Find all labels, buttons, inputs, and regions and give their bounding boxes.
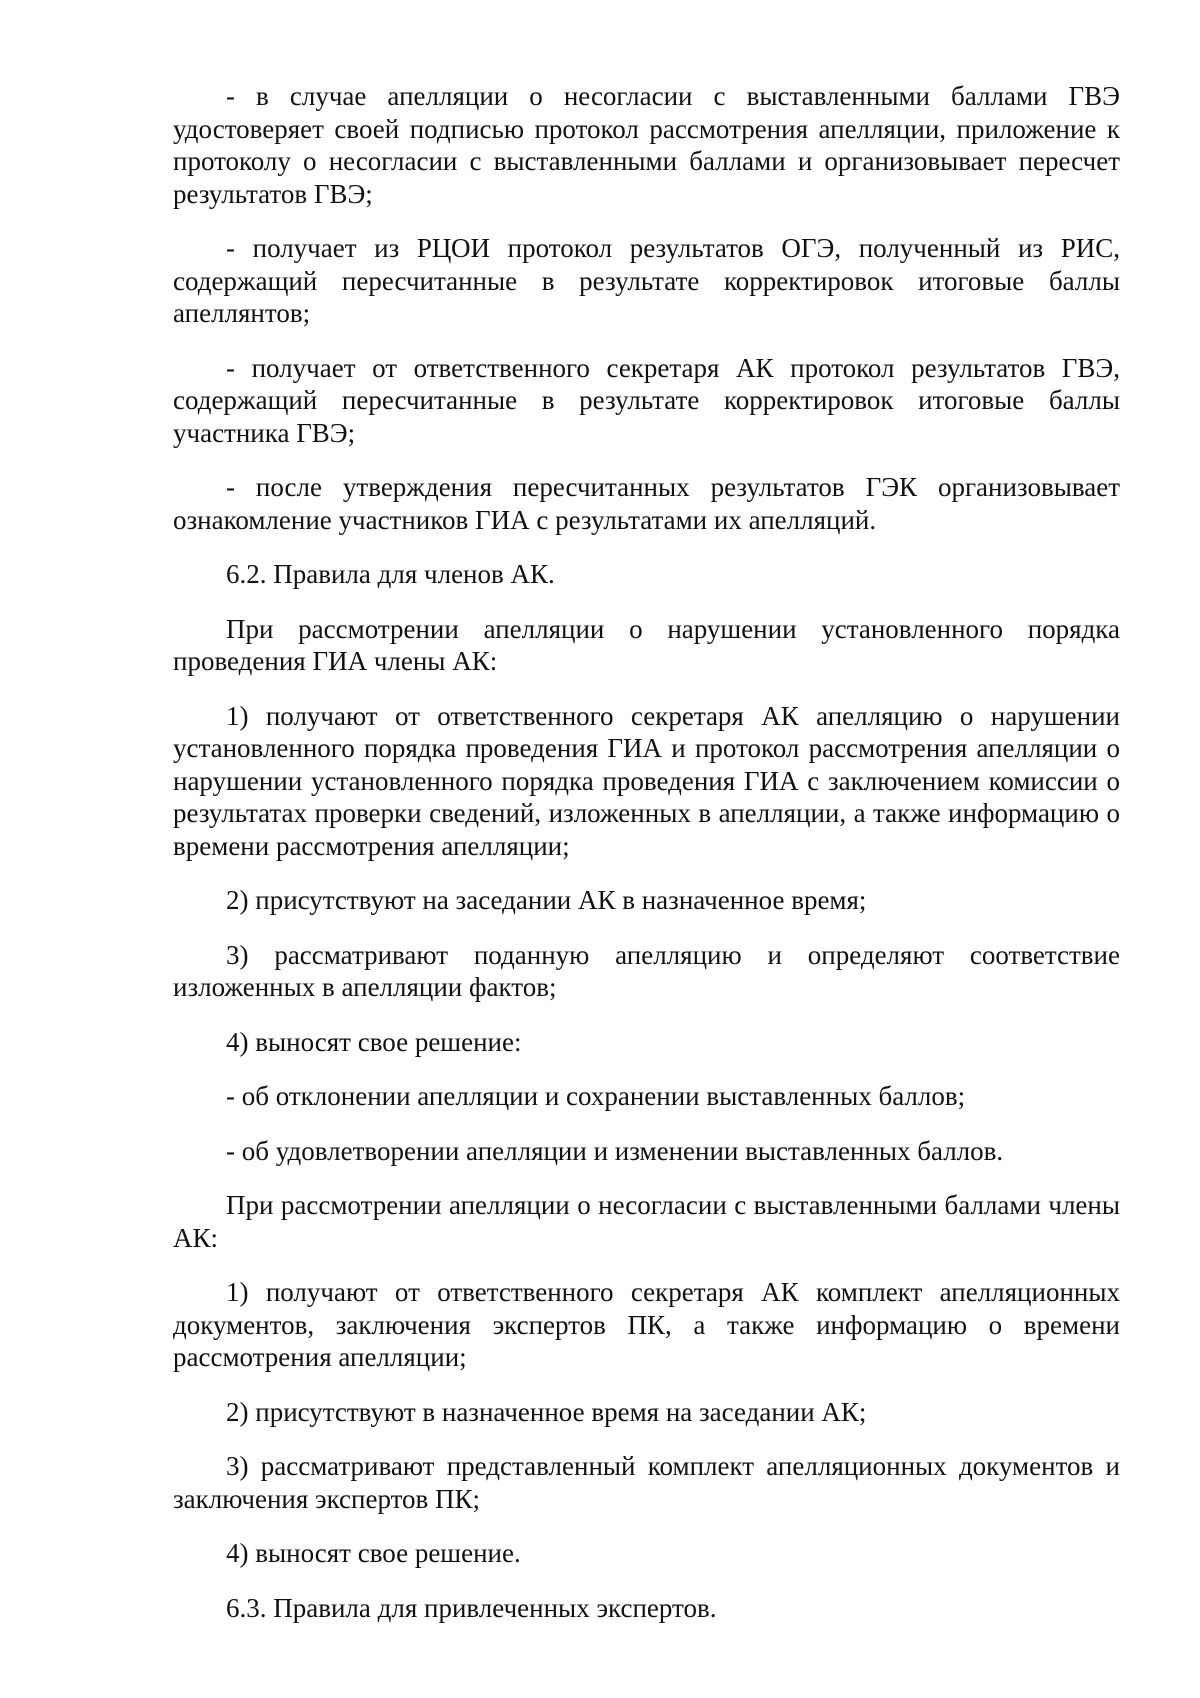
paragraph-results-familiarization: - после утверждения пересчитанных результатов ГЭК организовывает ознакомление участников ГИА с результатами их апелляций. [173, 472, 1120, 535]
paragraph-violation-appeal-intro: При рассмотрении апелляции о нарушении установленного порядка проведения ГИА члены АК: [173, 613, 1120, 676]
paragraph-oge-results-protocol: - получает из РЦОИ протокол результатов ОГЭ, полученный из РИС, содержащий пересчитанные в результате корректировок итоговые баллы апеллянтов; [173, 233, 1120, 328]
list-item-violation-1: 1) получают от ответственного секретаря АК апелляцию о нарушении установленного порядка проведения ГИА и протокол рассмотрения апелляции о нарушении установленного порядка проведения ГИА с заключением комиссии о результатах проверки сведений, изложенных в апелляции, а также информацию о времени рассмотрения апелляции; [173, 700, 1120, 861]
list-item-disagreement-2: 2) присутствуют в назначенное время на заседании АК; [226, 1396, 867, 1427]
paragraph-gve-appeal-signing: - в случае апелляции о несогласии с выставленными баллами ГВЭ удостоверяет своей подписью протокол рассмотрения апелляции, приложение к протоколу о несогласии с выставленными баллами и организовывает пересчет результатов ГВЭ; [173, 81, 1120, 209]
list-item-violation-4: 4) выносят свое решение: [226, 1026, 522, 1057]
list-item-violation-2: 2) присутствуют на заседании АК в назначенное время; [226, 885, 867, 915]
section-heading-6-3: 6.3. Правила для привлеченных экспертов. [226, 1592, 717, 1623]
list-item-disagreement-3: 3) рассматривают представленный комплект апелляционных документов и заключения экспертов ПК; [173, 1451, 1120, 1514]
paragraph-disagreement-appeal-intro: При рассмотрении апелляции о несогласии с выставленными баллами члены АК: [173, 1190, 1120, 1253]
list-item-disagreement-1: 1) получают от ответственного секретаря АК комплект апелляционных документов, заключения экспертов ПК, а также информацию о времени рассмотрения апелляции; [173, 1277, 1120, 1372]
section-heading-6-2: 6.2. Правила для членов АК. [226, 559, 555, 589]
decision-option-reject: - об отклонении апелляции и сохранении выставленных баллов; [226, 1081, 966, 1111]
document-page [173, 80, 1120, 1646]
decision-option-satisfy: - об удовлетворении апелляции и изменении выставленных баллов. [226, 1135, 1004, 1166]
list-item-violation-3: 3) рассматривают поданную апелляцию и определяют соответствие изложенных в апелляции фактов; [173, 939, 1120, 1002]
list-item-disagreement-4: 4) выносят свое решение. [226, 1538, 521, 1568]
paragraph-gve-results-protocol: - получает от ответственного секретаря АК протокол результатов ГВЭ, содержащий пересчитанные в результате корректировок итоговые баллы участника ГВЭ; [173, 352, 1120, 448]
